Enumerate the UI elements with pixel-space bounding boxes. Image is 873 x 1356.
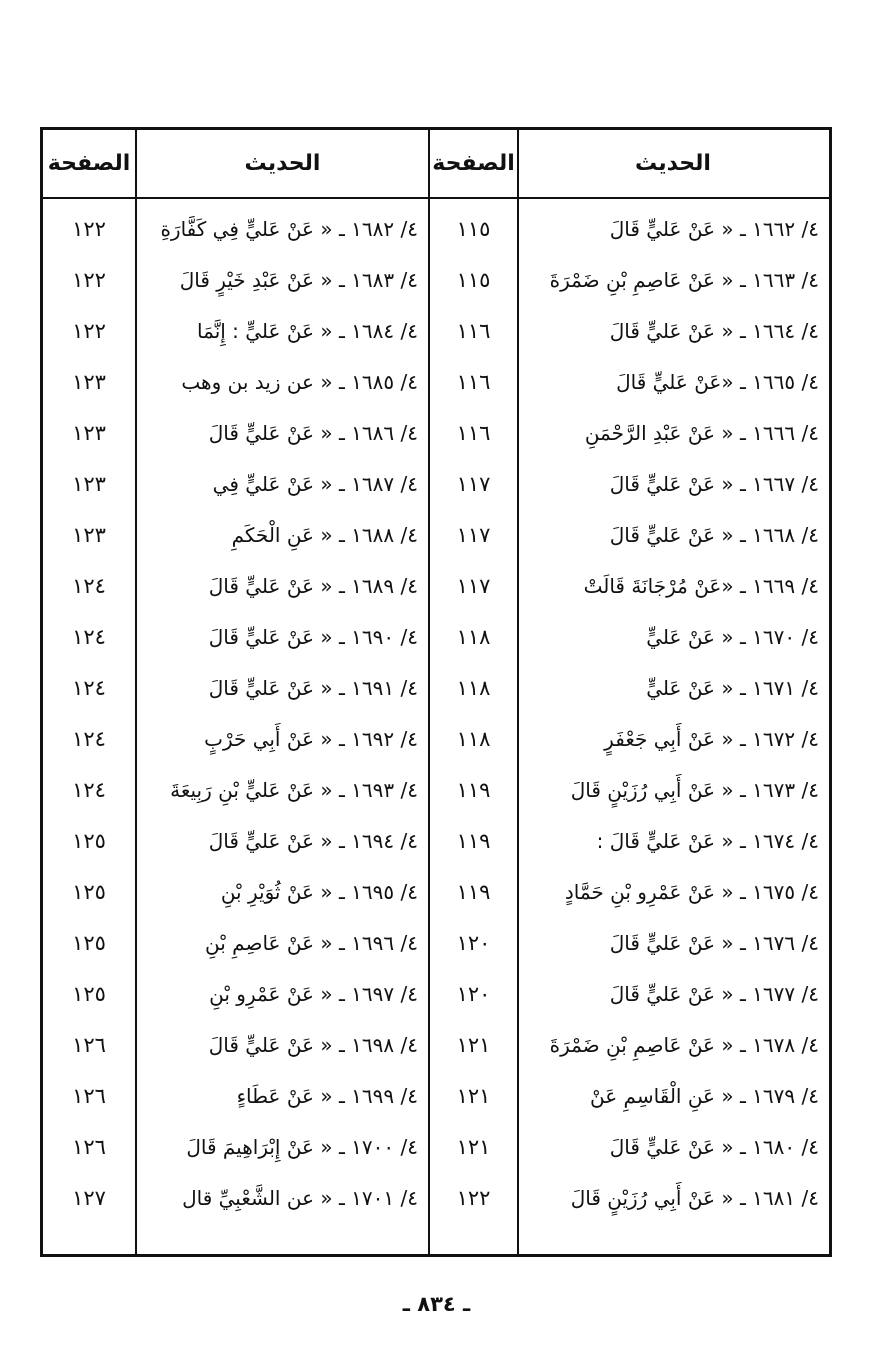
page-number-left: ١٢٣: [72, 472, 106, 496]
page-number-left: ١٢٤: [72, 778, 106, 802]
hadith-entry-right: ٤/ ١٦٧٤ ـ « عَنْ عَليٍّ قَالَ :: [596, 829, 819, 853]
page-number-right: ١١٨: [456, 676, 491, 700]
hadith-entry-left: ٤/ ١٦٩٤ ـ « عَنْ عَليٍّ قَالَ: [208, 829, 418, 853]
page-number-left: ١٢٣: [72, 523, 106, 547]
hadith-entry-right: ٤/ ١٦٦٩ ـ «عَنْ مُرْجَانَةَ قَالَتْ: [583, 574, 819, 598]
page-number-left: ١٢٣: [72, 421, 106, 445]
header-hadith-right: الحديث: [635, 151, 711, 176]
page-number-right: ١١٨: [456, 625, 491, 649]
hadith-entry-left: ٤/ ١٧٠٠ ـ « عَنْ إِبْرَاهِيمَ قَالَ: [186, 1135, 418, 1159]
page-number-left: ١٢٣: [72, 370, 106, 394]
page-number-left: ١٢٧: [72, 1186, 106, 1210]
header-hadith-left: الحديث: [244, 151, 321, 176]
page-number-left: ١٢٢: [72, 268, 106, 292]
header-page-left: الصفحة: [47, 151, 131, 176]
hadith-entry-right: ٤/ ١٦٨١ ـ « عَنْ أَبِي رُزَيْنٍ قَالَ: [570, 1186, 819, 1210]
page-number-right: ١١٦: [456, 319, 491, 343]
page-number-left: ١٢٦: [72, 1084, 106, 1108]
page-number-right: ١١٩: [456, 778, 491, 802]
hadith-entry-right: ٤/ ١٦٦٤ ـ « عَنْ عَليٍّ قَالَ: [609, 319, 819, 343]
hadith-entry-left: ٤/ ١٦٩٨ ـ « عَنْ عَليٍّ قَالَ: [208, 1033, 418, 1057]
hadith-entry-left: ٤/ ١٦٨٧ ـ « عَنْ عَليٍّ فِي: [212, 472, 418, 496]
page-number-right: ١١٩: [456, 829, 491, 853]
page-number-left: ١٢٢: [72, 319, 106, 343]
page-number-left: ١٢٤: [72, 727, 106, 751]
page-number-left: ١٢٤: [72, 625, 106, 649]
page-number-right: ١٢٠: [456, 931, 491, 955]
hadith-entry-left: ٤/ ١٦٨٩ ـ « عَنْ عَليٍّ قَالَ: [208, 574, 418, 598]
page-number-right: ١١٥: [456, 217, 491, 241]
hadith-entry-right: ٤/ ١٦٧٩ ـ « عَنِ الْقَاسِمِ عَنْ: [590, 1084, 819, 1108]
page-number: ـ ٨٣٤ ـ: [402, 1292, 471, 1316]
page-number-left: ١٢٥: [72, 880, 106, 904]
hadith-entry-right: ٤/ ١٦٦٣ ـ « عَنْ عَاصِمِ بْنِ ضَمْرَةَ: [549, 268, 819, 292]
hadith-entry-right: ٤/ ١٦٧٣ ـ « عَنْ أَبِي رُزَيْنٍ قَالَ: [570, 778, 819, 802]
hadith-entry-right: ٤/ ١٦٦٢ ـ « عَنْ عَليٍّ قَالَ: [609, 217, 819, 241]
page-number-right: ١١٨: [456, 727, 491, 751]
hadith-entry-left: ٤/ ١٧٠١ ـ « عن الشَّعْبِيِّ قال: [182, 1186, 418, 1210]
page-number-right: ١١٦: [456, 421, 491, 445]
hadith-entry-left: ٤/ ١٦٩٦ ـ « عَنْ عَاصِمِ بْنِ: [205, 931, 418, 955]
hadith-entry-right: ٤/ ١٦٧٨ ـ « عَنْ عَاصِمِ بْنِ ضَمْرَةَ: [549, 1033, 819, 1057]
hadith-entry-right: ٤/ ١٦٧١ ـ « عَنْ عَليٍّ: [646, 676, 819, 700]
hadith-entry-left: ٤/ ١٦٩٠ ـ « عَنْ عَليٍّ قَالَ: [208, 625, 418, 649]
page-number-right: ١١٩: [456, 880, 491, 904]
page-number-right: ١٢١: [456, 1135, 491, 1159]
hadith-entry-left: ٤/ ١٦٩١ ـ « عَنْ عَليٍّ قَالَ: [208, 676, 418, 700]
hadith-entry-right: ٤/ ١٦٧٦ ـ « عَنْ عَليٍّ قَالَ: [609, 931, 819, 955]
hadith-entry-left: ٤/ ١٦٩٩ ـ « عَنْ عَطَاءٍ: [236, 1084, 418, 1108]
hadith-entry-right: ٤/ ١٦٦٥ ـ «عَنْ عَليٍّ قَالَ: [616, 370, 819, 394]
page-number-right: ١١٦: [456, 370, 491, 394]
page-number-right: ١٢٢: [456, 1186, 491, 1210]
hadith-entry-left: ٤/ ١٦٩٥ ـ « عَنْ ثُوَيْرِ بْنِ: [220, 880, 418, 904]
index-table: [40, 127, 832, 1257]
hadith-entry-left: ٤/ ١٦٨٨ ـ « عَنِ الْحَكَمِ: [231, 523, 418, 547]
hadith-entry-left: ٤/ ١٦٨٦ ـ « عَنْ عَليٍّ قَالَ: [208, 421, 418, 445]
page-number-right: ١١٧: [456, 574, 491, 598]
page-number-right: ١١٧: [456, 523, 491, 547]
hadith-entry-right: ٤/ ١٦٦٦ ـ « عَنْ عَبْدِ الرَّحْمَنِ: [584, 421, 819, 445]
hadith-entry-left: ٤/ ١٦٩٧ ـ « عَنْ عَمْرِو بْنِ: [209, 982, 418, 1006]
page-number-left: ١٢٦: [72, 1033, 106, 1057]
header-rule: [43, 197, 829, 199]
hadith-entry-left: ٤/ ١٦٩٢ ـ « عَنْ أَبِي حَرْبٍ: [204, 727, 418, 751]
page-number-left: ١٢٥: [72, 829, 106, 853]
page-number-left: ١٢٦: [72, 1135, 106, 1159]
page-number-right: ١٢١: [456, 1084, 491, 1108]
page-number-left: ١٢٥: [72, 931, 106, 955]
hadith-entry-left: ٤/ ١٦٨٥ ـ « عن زيد بن وهب: [181, 370, 418, 394]
hadith-entry-right: ٤/ ١٦٨٠ ـ « عَنْ عَليٍّ قَالَ: [609, 1135, 819, 1159]
page-number-left: ١٢٥: [72, 982, 106, 1006]
page-number-right: ١٢١: [456, 1033, 491, 1057]
hadith-entry-left: ٤/ ١٦٨٢ ـ « عَنْ عَليٍّ فِي كَفَّارَةِ: [160, 217, 418, 241]
page-number-left: ١٢٤: [72, 574, 106, 598]
page-number-left: ١٢٤: [72, 676, 106, 700]
header-page-right: الصفحة: [432, 151, 515, 176]
hadith-entry-right: ٤/ ١٦٦٨ ـ « عَنْ عَليٍّ قَالَ: [609, 523, 819, 547]
page-number-right: ١١٧: [456, 472, 491, 496]
hadith-entry-left: ٤/ ١٦٩٣ ـ « عَنْ عَليٍّ بْنِ رَبِيعَةَ: [170, 778, 418, 802]
hadith-entry-right: ٤/ ١٦٧٧ ـ « عَنْ عَليٍّ قَالَ: [609, 982, 819, 1006]
hadith-entry-right: ٤/ ١٦٧٠ ـ « عَنْ عَليٍّ: [646, 625, 819, 649]
hadith-entry-right: ٤/ ١٦٧٥ ـ « عَنْ عَمْرِو بْنِ حَمَّادٍ: [564, 880, 819, 904]
page-number-right: ١٢٠: [456, 982, 491, 1006]
hadith-entry-left: ٤/ ١٦٨٤ ـ « عَنْ عَليٍّ : إِنَّمَا: [197, 319, 418, 343]
page-number-left: ١٢٢: [72, 217, 106, 241]
page-number-right: ١١٥: [456, 268, 491, 292]
hadith-entry-left: ٤/ ١٦٨٣ ـ « عَنْ عَبْدِ خَيْرٍ قَالَ: [179, 268, 418, 292]
hadith-entry-right: ٤/ ١٦٧٢ ـ « عَنْ أَبِي جَعْفَرٍ: [604, 727, 819, 751]
hadith-entry-right: ٤/ ١٦٦٧ ـ « عَنْ عَليٍّ قَالَ: [609, 472, 819, 496]
